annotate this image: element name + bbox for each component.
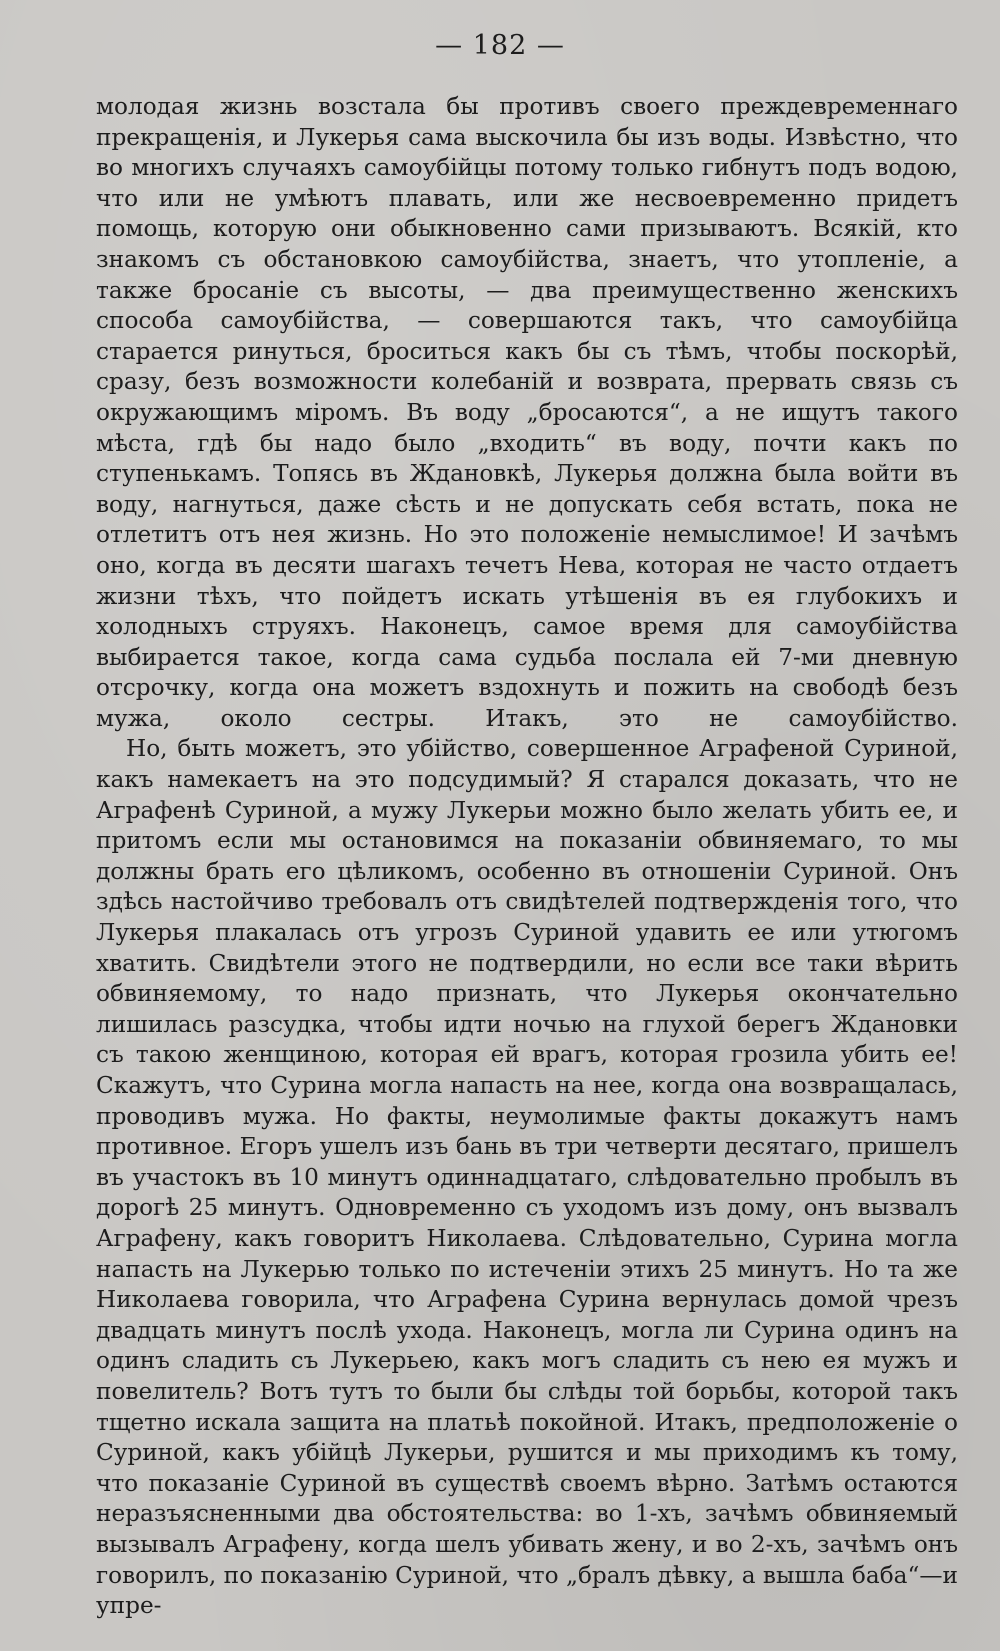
body-text bbox=[96, 92, 958, 1622]
paragraph-2: Но, быть можетъ, это убійство, совершенное Аграфеной Суриной, какъ намекаетъ на это подсудимый? Я старался доказать, что не Аграфенѣ Суриной, а мужу Лукерьи можно было желать убить ее, и притомъ если мы остановимся на показаніи обвиняемаго, то мы должны брать его цѣликомъ, особенно въ отношеніи Суриной. Онъ здѣсь настойчиво требовалъ отъ свидѣтелей подтвержденія того, что Лукерья плакалась отъ угрозъ Суриной удавить ее или утюгомъ хватить. Свидѣтели этого не подтвердили, но если все таки вѣрить обвиняемому, то надо признать, что Лукерья окончательно лишилась разсудка, чтобы идти ночью на глухой берегъ Ждановки съ такою женщиною, которая ей врагъ, которая грозила убить ее! Скажутъ, что Сурина могла напасть на нее, когда она возвращалась, проводивъ мужа. Но факты, неумолимые факты докажутъ намъ противное. Егоръ ушелъ изъ бань въ три четверти десятаго, пришелъ въ участокъ въ 10 минутъ одиннадцатаго, слѣдовательно пробылъ въ дорогѣ 25 минутъ. Одновременно съ уходомъ изъ дому, онъ вызвалъ Аграфену, какъ говоритъ Николаева. Слѣдовательно, Сурина могла напасть на Лукерью только по истеченіи этихъ 25 минутъ. Но та же Николаева говорила, что Аграфена Сурина вернулась домой чрезъ двадцать минутъ послѣ ухода. Наконецъ, могла ли Сурина одинъ на одинъ сладить съ Лукерьею, какъ могъ сладить съ нею ея мужъ и повелитель? Вотъ тутъ то были бы слѣды той борьбы, которой такъ тщетно искала защита на платьѣ покойной. Итакъ, предположеніе о Суриной, какъ убійцѣ Лукерьи, рушится и мы приходимъ къ тому, что показаніе Суриной въ существѣ своемъ вѣрно. Затѣмъ остаются неразъясненными два обстоятельства: во 1-хъ, зачѣмъ обвиняемый вызывалъ Аграфену, когда шелъ убивать жену, и во 2-хъ, зачѣмъ онъ говорилъ, по показанію Суриной, что „бралъ дѣвку, а вышла баба“—и упре- bbox=[96, 735, 958, 1620]
paragraph-1: молодая жизнь возстала бы противъ своего преждевременнаго прекращенія, и Лукерья сама выскочила бы изъ воды. Извѣстно, что во многихъ случаяхъ самоубійцы потому только гибнутъ подъ водою, что или не умѣютъ плавать, или же несвоевременно придетъ помощь, которую они обыкновенно сами призываютъ. Всякій, кто знакомъ съ обстановкою самоубійства, знаетъ, что утопленіе, а также бросаніе съ высоты, — два преимущественно женскихъ способа самоубійства, — совершаются такъ, что самоубійца старается ринуться, броситься какъ бы съ тѣмъ, чтобы поскорѣй, сразу, безъ возможности колебаній и возврата, прервать связь съ окружающимъ міромъ. Въ воду „бросаются“, а не ищутъ такого мѣста, гдѣ бы надо было „входить“ въ воду, почти какъ по ступенькамъ. Топясь въ Ждановкѣ, Лукерья должна была войти въ воду, нагнуться, даже сѣсть и не допускать себя встать, пока не отлетитъ отъ нея жизнь. Но это положеніе немыслимое! И зачѣмъ оно, когда въ десяти шагахъ течетъ Нева, которая не часто отдаетъ жизни тѣхъ, что пойдетъ искать утѣшенія въ ея глубокихъ и холодныхъ струяхъ. Наконецъ, самое время для самоубійства выбирается такое, когда сама судьба послала ей 7-ми дневную отсрочку, когда она можетъ вздохнуть и пожить на свободѣ безъ мужа, около сестры. Итакъ, это не самоубійство. bbox=[96, 93, 958, 732]
page-number: — 182 — bbox=[435, 30, 565, 61]
